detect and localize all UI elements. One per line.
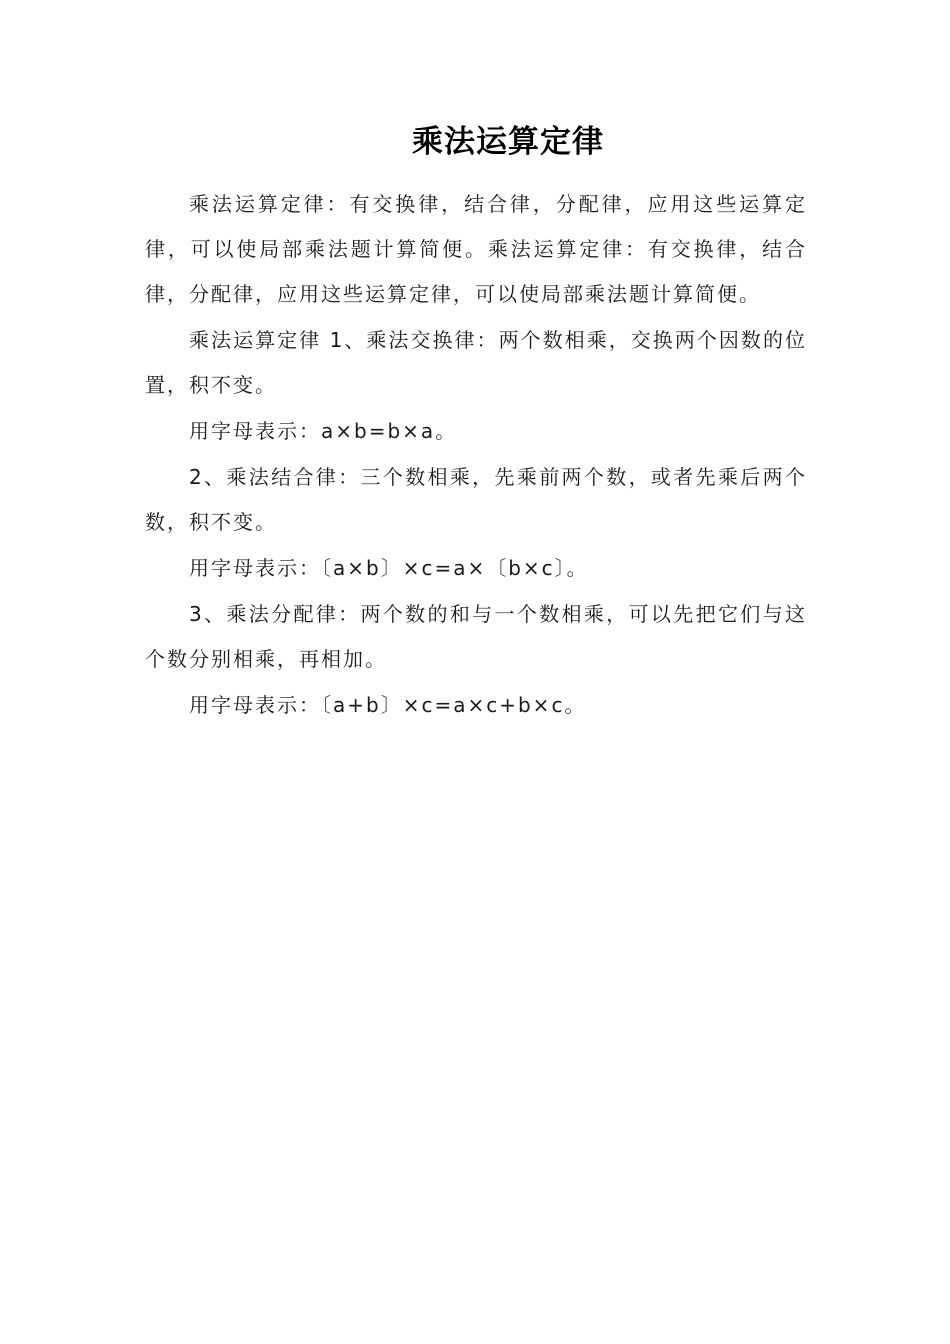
paragraph-commutative-formula: 用字母表示：a×b=b×a。 (189, 419, 458, 443)
paragraph-distributive-law: 3、乘法分配律：两个数的和与一个数相乘，可以先把它们与这个数分别相乘，再相加。 (145, 602, 807, 671)
document-body (145, 182, 807, 728)
paragraph-commutative-law: 乘法运算定律 1、乘法交换律：两个数相乘，交换两个因数的位置，积不变。 (145, 328, 807, 397)
document-title: 乘法运算定律 (412, 124, 604, 160)
paragraph-distributive-formula: 用字母表示：〔a+b〕×c=a×c+b×c。 (189, 693, 587, 717)
paragraph-associative-law: 2、乘法结合律：三个数相乘，先乘前两个数，或者先乘后两个数，积不变。 (145, 465, 807, 534)
paragraph-intro: 乘法运算定律：有交换律，结合律，分配律，应用这些运算定律，可以使局部乘法题计算简便。乘法运算定律：有交换律，结合律，分配律，应用这些运算定律，可以使局部乘法题计算简便。 (145, 192, 807, 306)
paragraph-associative-formula: 用字母表示：〔a×b〕×c=a×〔b×c〕。 (189, 556, 589, 580)
